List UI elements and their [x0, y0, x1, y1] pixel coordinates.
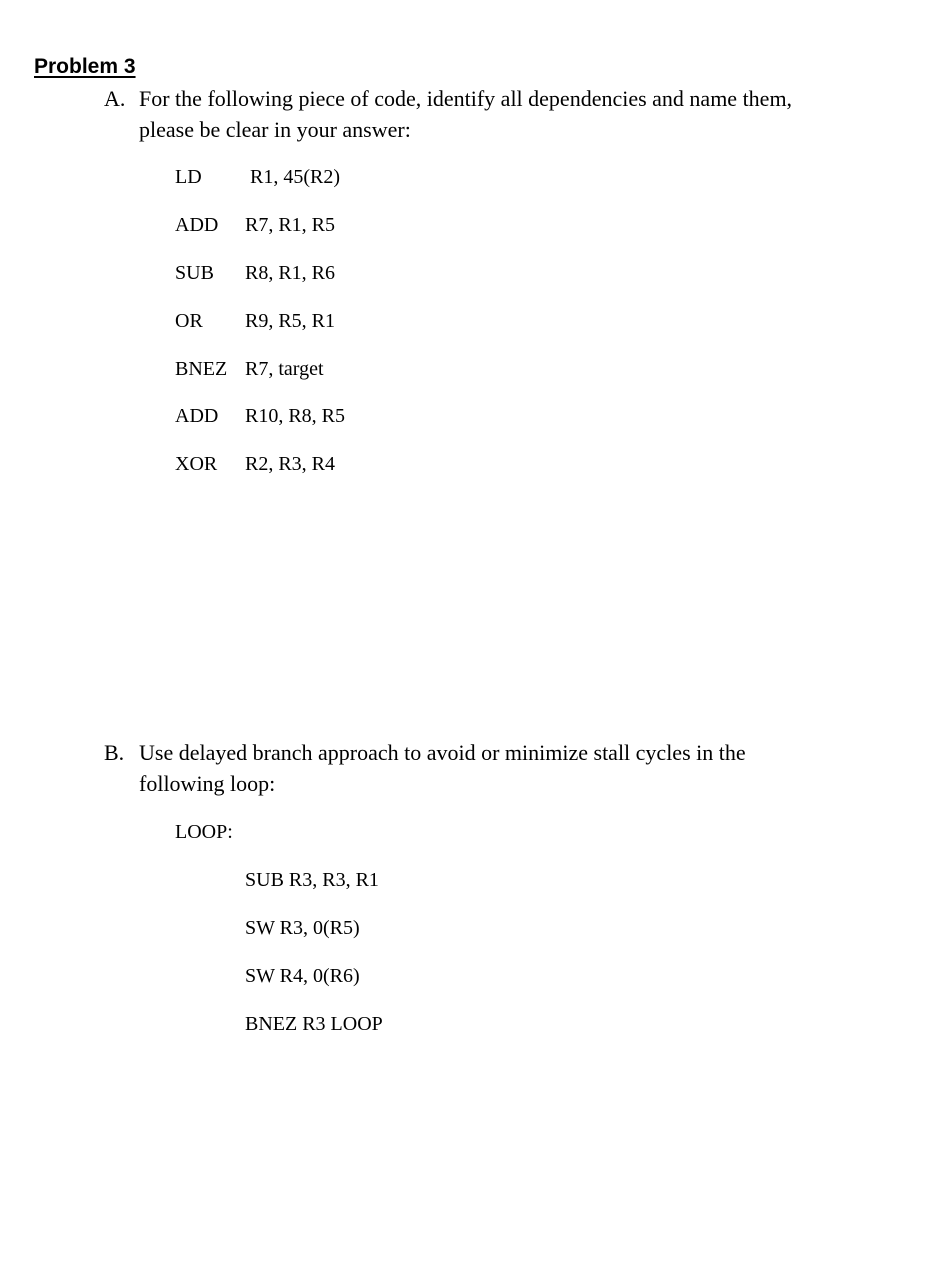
loop-line-2: SW R3, 0(R5) [245, 917, 360, 939]
code-line-1-args: R1, 45(R2) [250, 166, 340, 188]
code-line-7-args: R2, R3, R4 [245, 453, 336, 475]
part-b-prompt [139, 737, 879, 799]
code-line-5-args: R7, target [245, 358, 324, 380]
problem-heading: Problem 3 [34, 55, 136, 78]
code-line-7-op: XOR [175, 453, 218, 475]
code-line-3-args: R8, R1, R6 [245, 262, 336, 284]
part-a-prompt-line-1: For the following piece of code, identify all dependencies and name them, [139, 86, 793, 111]
loop-line-3: SW R4, 0(R6) [245, 965, 360, 987]
code-line-6-op: ADD [175, 405, 219, 427]
code-line-6-args: R10, R8, R5 [245, 405, 346, 427]
part-a-prompt-line-2: please be clear in your answer: [139, 117, 411, 142]
code-line-2-op: ADD [175, 214, 219, 236]
part-a-marker: A. [104, 86, 126, 111]
part-b-prompt-line-1: Use delayed branch approach to avoid or minimize stall cycles in the [139, 740, 746, 765]
code-line-4-op: OR [175, 310, 203, 332]
code-line-5-op: BNEZ [175, 358, 228, 380]
code-line-2-args: R7, R1, R5 [245, 214, 336, 236]
part-b-marker: B. [104, 740, 125, 765]
code-line-1-op: LD [175, 166, 202, 188]
part-b-prompt-line-2: following loop: [139, 771, 276, 796]
loop-label: LOOP: [175, 821, 233, 843]
loop-line-1: SUB R3, R3, R1 [245, 869, 379, 891]
code-line-3-op: SUB [175, 262, 214, 284]
code-line-4-args: R9, R5, R1 [245, 310, 336, 332]
loop-line-4: BNEZ R3 LOOP [245, 1013, 383, 1035]
part-a-prompt [139, 83, 879, 145]
